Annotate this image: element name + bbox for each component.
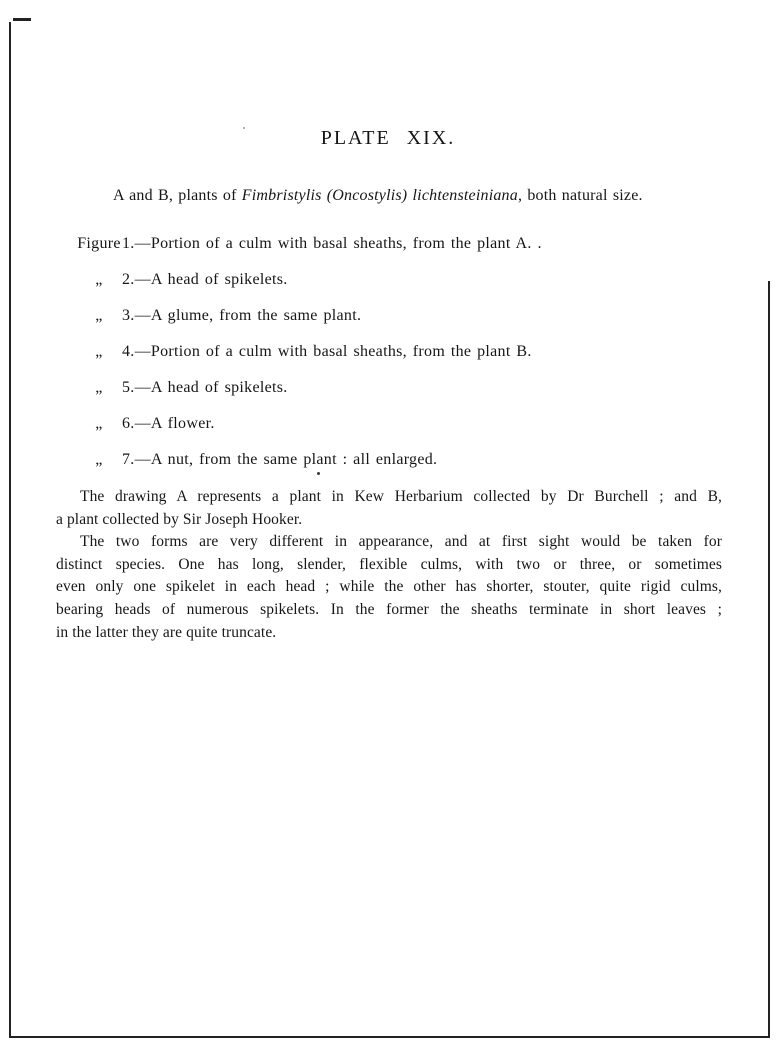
paragraph-2-line: even only one spikelet in each head ; while the other has shorter, stouter, quite rigid culms,	[56, 578, 722, 596]
ditto-mark: „	[95, 379, 103, 396]
paragraph-1-line: a plant collected by Sir Joseph Hooker.	[56, 510, 303, 528]
figure-item-text: 1.—Portion of a culm with basal sheaths, from the plant A. .	[122, 235, 542, 252]
scan-border-top-tick	[13, 18, 31, 21]
subtitle-prefix: A and B, plants of	[113, 187, 242, 204]
figure-item-6	[76, 413, 776, 435]
ditto-mark: „	[95, 271, 103, 288]
figure-item-text: 7.—A nut, from the same plant : all enlarged.	[122, 451, 438, 468]
figure-item-2	[76, 269, 776, 291]
figure-item-3	[76, 305, 776, 327]
ditto-mark: „	[95, 343, 103, 360]
body-text	[56, 486, 722, 644]
figure-item-text: 5.—A head of spikelets.	[122, 379, 288, 396]
ditto-mark: „	[95, 415, 103, 432]
plate-title: PLATE XIX.	[320, 127, 456, 149]
paragraph-2-line: in the latter they are quite truncate.	[56, 623, 277, 641]
figure-list	[76, 233, 776, 471]
figure-item-7	[76, 449, 776, 471]
plate-subtitle	[113, 185, 776, 207]
figure-item-4	[76, 341, 776, 363]
figure-item-1	[76, 233, 776, 255]
figure-item-text: 2.—A head of spikelets.	[122, 271, 288, 288]
scan-border-bottom	[9, 1036, 770, 1038]
paragraph-2-line: distinct species. One has long, slender, flexible culms, with two or three, or sometimes	[56, 555, 722, 573]
scan-speck	[243, 127, 245, 129]
figure-item-text: 4.—Portion of a culm with basal sheaths, from the plant B.	[122, 343, 532, 360]
paragraph-1-line: The drawing A represents a plant in Kew Herbarium collected by Dr Burchell ; and B,	[80, 488, 722, 505]
figure-item-text: 6.—A flower.	[122, 415, 215, 432]
scan-speck	[317, 472, 320, 475]
paragraph-2-line: The two forms are very different in appearance, and at first sight would be taken for	[80, 533, 722, 551]
scan-border-left	[9, 22, 11, 1037]
scan-border-right	[768, 281, 770, 1037]
ditto-mark: „	[95, 451, 103, 468]
figure-item-label: Figure	[77, 235, 121, 252]
subtitle-suffix: , both natural size.	[517, 187, 643, 204]
paragraph-2-line: bearing heads of numerous spikelets. In the former the sheaths terminate in short leaves ;	[56, 600, 722, 618]
figure-item-5	[76, 377, 776, 399]
ditto-mark: „	[95, 307, 103, 324]
figure-item-text: 3.—A glume, from the same plant.	[122, 307, 362, 324]
subtitle-species-name: Fimbristylis (Oncostylis) lichtensteiniana	[241, 187, 518, 204]
